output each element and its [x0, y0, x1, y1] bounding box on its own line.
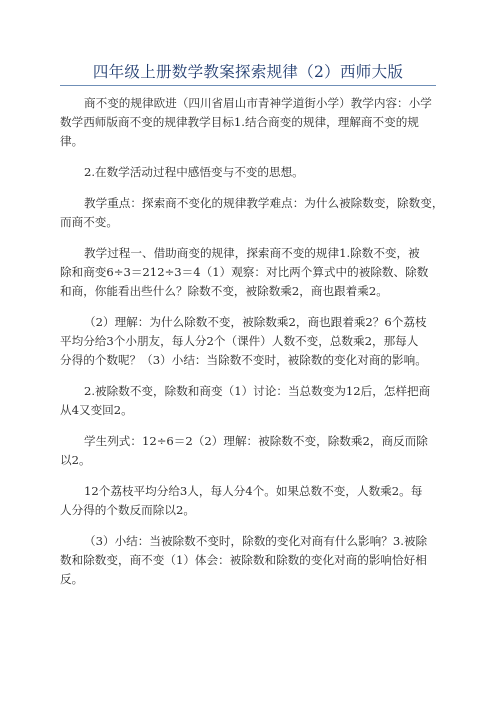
paragraph-line: 以2。 — [60, 453, 91, 467]
paragraph-line: 教学重点：探索商不变化的规律教学难点：为什么被除数变，除数变， — [84, 196, 444, 210]
paragraph-line: 数和除数变，商不变（1）体会：被除数和除数的变化对商的影响恰好相 — [60, 553, 427, 567]
paragraph-line: 而商不变。 — [60, 215, 118, 229]
paragraph-line: 除和商变6÷3＝212÷3＝4（1）观察：对比两个算式中的被除数、除数 — [60, 265, 429, 279]
paragraph-line: 数学西师版商不变的规律教学目标1.结合商变的规律，理解商不变的规 — [60, 115, 419, 129]
paragraph-line: 2.被除数不变，除数和商变（1）讨论：当总数变为12后，怎样把商 — [84, 384, 431, 398]
paragraph-line: 从4又变回2。 — [60, 403, 133, 417]
paragraph — [60, 194, 444, 232]
paragraph — [60, 163, 436, 182]
paragraph — [60, 532, 436, 589]
paragraph-line: 平均分给3个小朋友，每人分2个（课件）人数不变，总数乘2，那每人 — [60, 334, 419, 348]
paragraph-line: 学生列式：12÷6＝2（2）理解：被除数不变，除数乘2，商反而除 — [84, 434, 428, 448]
document-title: 四年级上册数学教案探索规律（2）西师大版 — [92, 63, 404, 81]
paragraph — [60, 244, 436, 301]
paragraph — [60, 94, 436, 151]
paragraph-line: 分得的个数呢？（3）小结：当除数不变时，被除数的变化对商的影响。 — [60, 353, 427, 367]
paragraph — [60, 313, 436, 370]
paragraph — [60, 382, 436, 420]
paragraph — [60, 432, 436, 470]
paragraph-line: （3）小结：当被除数不变时，除数的变化对商有什么影响？3.被除 — [84, 534, 428, 548]
paragraph-line: （2）理解：为什么除数不变，被除数乘2，商也跟着乘2？6个荔枝 — [84, 315, 427, 329]
paragraph-line: 律。 — [60, 134, 84, 148]
paragraph-line: 商不变的规律欧进（四川省眉山市青神学道街小学）教学内容：小学 — [84, 96, 432, 110]
paragraph-line: 和商，你能看出些什么？除数不变，被除数乘2，商也跟着乘2。 — [60, 284, 388, 298]
title-divider — [60, 85, 436, 86]
paragraph — [60, 482, 436, 520]
document-body — [60, 94, 444, 601]
paragraph-line: 人分得的个数反而除以2。 — [60, 503, 195, 517]
paragraph-line: 教学过程一、借助商变的规律，探索商不变的规律1.除数不变，被 — [84, 246, 420, 260]
paragraph-line: 2.在数学活动过程中感悟变与不变的思想。 — [84, 165, 304, 179]
paragraph-line: 12个荔枝平均分给3人，每人分4个。如果总数不变，人数乘2。每 — [84, 484, 423, 498]
paragraph-line: 反。 — [60, 572, 84, 586]
